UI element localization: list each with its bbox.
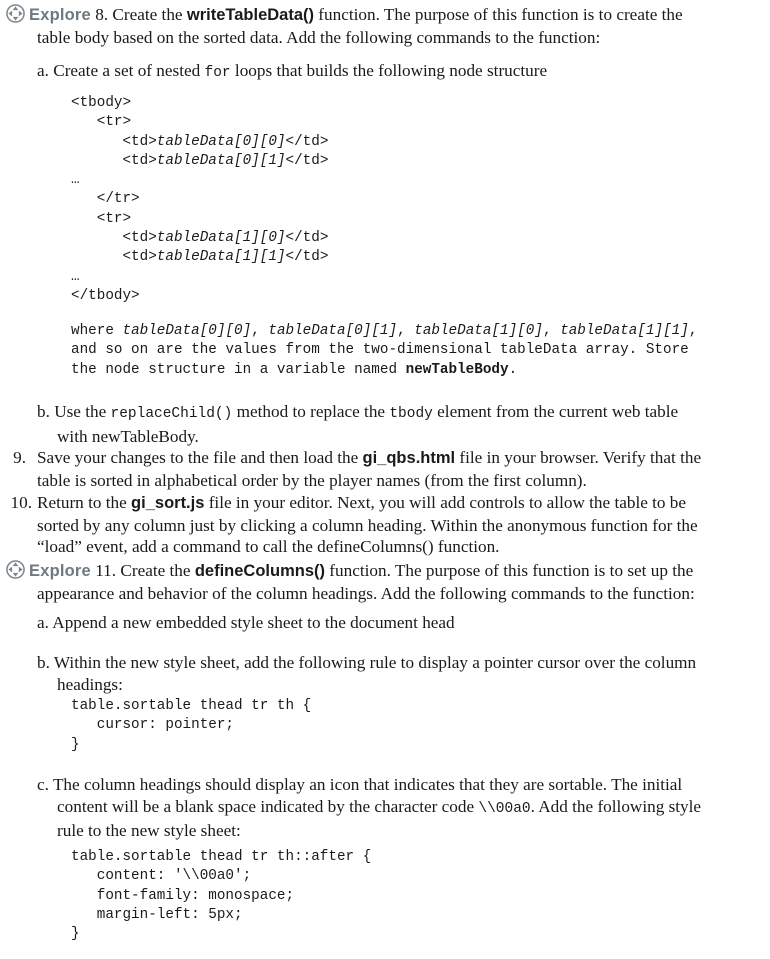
file-name: gi_sort.js — [131, 494, 205, 512]
step-10-line-3: “load” event, add a command to call the defineColumns() function. — [37, 537, 500, 556]
step-11b — [37, 652, 762, 695]
step-8b-line-2: with newTableBody. — [57, 426, 199, 446]
step-11 — [6, 560, 762, 604]
step-11a — [37, 612, 762, 634]
inline-code: tbody — [389, 406, 433, 422]
step-9 — [0, 447, 762, 491]
inline-code: for — [204, 65, 231, 81]
step-11-line-1 — [6, 560, 762, 583]
code-line: <tr> — [71, 114, 132, 131]
explore-icon — [6, 4, 25, 23]
item-letter: a. — [37, 613, 49, 632]
text: Append a new embedded style sheet to the document head — [52, 613, 455, 632]
step-8a-line — [37, 60, 762, 85]
text: Within the new style sheet, add the following rule to display a pointer cursor over the column — [53, 653, 697, 672]
step-9-line-1 — [0, 447, 762, 470]
text: method to replace the — [236, 402, 386, 421]
item-letter: b. — [37, 402, 50, 421]
step-11c-line-3: rule to the new style sheet: — [57, 821, 241, 840]
where-line-1: where tableData[0][0], tableData[0][1], tableData[1][0], tableData[1][1], — [71, 323, 698, 339]
text: file in your editor. Next, you will add controls to allow the table to be — [208, 493, 687, 512]
code-line: <tbody> — [71, 95, 132, 111]
code-block — [71, 848, 762, 944]
text: function. The purpose of this function is to set up the — [329, 561, 694, 580]
step-10 — [0, 492, 762, 558]
code-line: table.sortable thead tr th::after { — [71, 849, 372, 865]
step-10-line-2: sorted by any column just by clicking a column heading. Within the anonymous function for the — [37, 515, 698, 535]
item-letter: c. — [37, 775, 49, 794]
code-line: <td>tableData[1][1]</td> — [71, 249, 329, 266]
function-name: defineColumns() — [194, 562, 325, 580]
step-11c-line-1 — [37, 774, 762, 796]
text: content will be a blank space indicated by the character code — [57, 796, 475, 816]
code-line: table.sortable thead tr th { — [71, 698, 312, 714]
text: Use the — [54, 402, 107, 421]
where-paragraph — [71, 322, 762, 380]
text: Create the — [112, 5, 183, 24]
code-line: <td>tableData[0][0]</td> — [71, 133, 329, 150]
step-8-line-2: table body based on the sorted data. Add the following commands to the function: — [37, 27, 601, 47]
cursor-rule-code — [71, 697, 762, 755]
text: Save your changes to the file and then load the — [37, 448, 359, 467]
code-line: } — [71, 926, 80, 943]
file-name: gi_qbs.html — [362, 449, 456, 467]
inline-code: \\00a0 — [478, 800, 531, 817]
text: function. The purpose of this function is to create the — [318, 5, 683, 24]
text: . Add the following style — [530, 796, 702, 816]
step-number: 8. — [95, 5, 109, 24]
text: loops that builds the following node structure — [234, 61, 548, 80]
where-line-2: and so on are the values from the two-dimensional tableData array. Store — [71, 342, 689, 359]
code-line: </tbody> — [71, 287, 140, 304]
step-11a-line — [37, 612, 762, 634]
step-8a — [37, 60, 762, 85]
step-8b-line-1 — [37, 401, 762, 426]
text: Create a set of nested — [53, 61, 201, 80]
step-8-line-1 — [6, 4, 762, 27]
code-line: … — [71, 172, 80, 189]
explore-label: Explore — [29, 562, 91, 580]
node-structure-code — [71, 94, 762, 306]
step-11c-line-2 — [37, 796, 762, 821]
step-8 — [6, 4, 762, 48]
after-rule-code — [71, 848, 762, 944]
code-line: </tr> — [71, 191, 140, 208]
step-number: 10. — [10, 493, 32, 512]
step-8b — [37, 401, 762, 447]
item-letter: a. — [37, 61, 49, 80]
step-11b-line-1 — [37, 652, 762, 674]
item-letter: b. — [37, 653, 50, 672]
code-line: … — [71, 268, 80, 285]
code-line: <td>tableData[1][0]</td> — [71, 230, 329, 247]
code-line: font-family: monospace; — [71, 887, 295, 904]
step-11c — [37, 774, 762, 842]
code-line: content: '\\00a0'; — [71, 868, 252, 885]
step-11b-line-2: headings: — [57, 674, 123, 694]
code-line: <tr> — [71, 210, 132, 227]
code-line: margin-left: 5px; — [71, 906, 243, 923]
where-line-3: the node structure in a variable named newTableBody. — [71, 361, 518, 378]
code-line: <td>tableData[0][1]</td> — [71, 152, 329, 169]
function-name: writeTableData() — [186, 6, 314, 24]
step-number: 11. — [95, 561, 117, 580]
explore-icon — [6, 560, 25, 579]
code-block — [71, 94, 762, 306]
step-10-line-1 — [0, 492, 762, 515]
text: The column headings should display an icon that indicates that they are sortable. The initial — [52, 775, 683, 794]
code-line: } — [71, 736, 80, 753]
text: Return to the — [37, 493, 127, 512]
step-9-line-2: table is sorted in alphabetical order by the player names (from the first column). — [37, 470, 587, 490]
explore-label: Explore — [29, 6, 91, 24]
text: Create the — [120, 561, 191, 580]
code-line: cursor: pointer; — [71, 717, 235, 734]
inline-code: replaceChild() — [110, 406, 233, 422]
code-block — [71, 697, 762, 755]
step-11-line-2: appearance and behavior of the column headings. Add the following commands to the function: — [37, 583, 695, 603]
text: file in your browser. Verify that the — [459, 448, 702, 467]
step-number: 9. — [13, 448, 26, 467]
text: element from the current web table — [437, 402, 679, 421]
